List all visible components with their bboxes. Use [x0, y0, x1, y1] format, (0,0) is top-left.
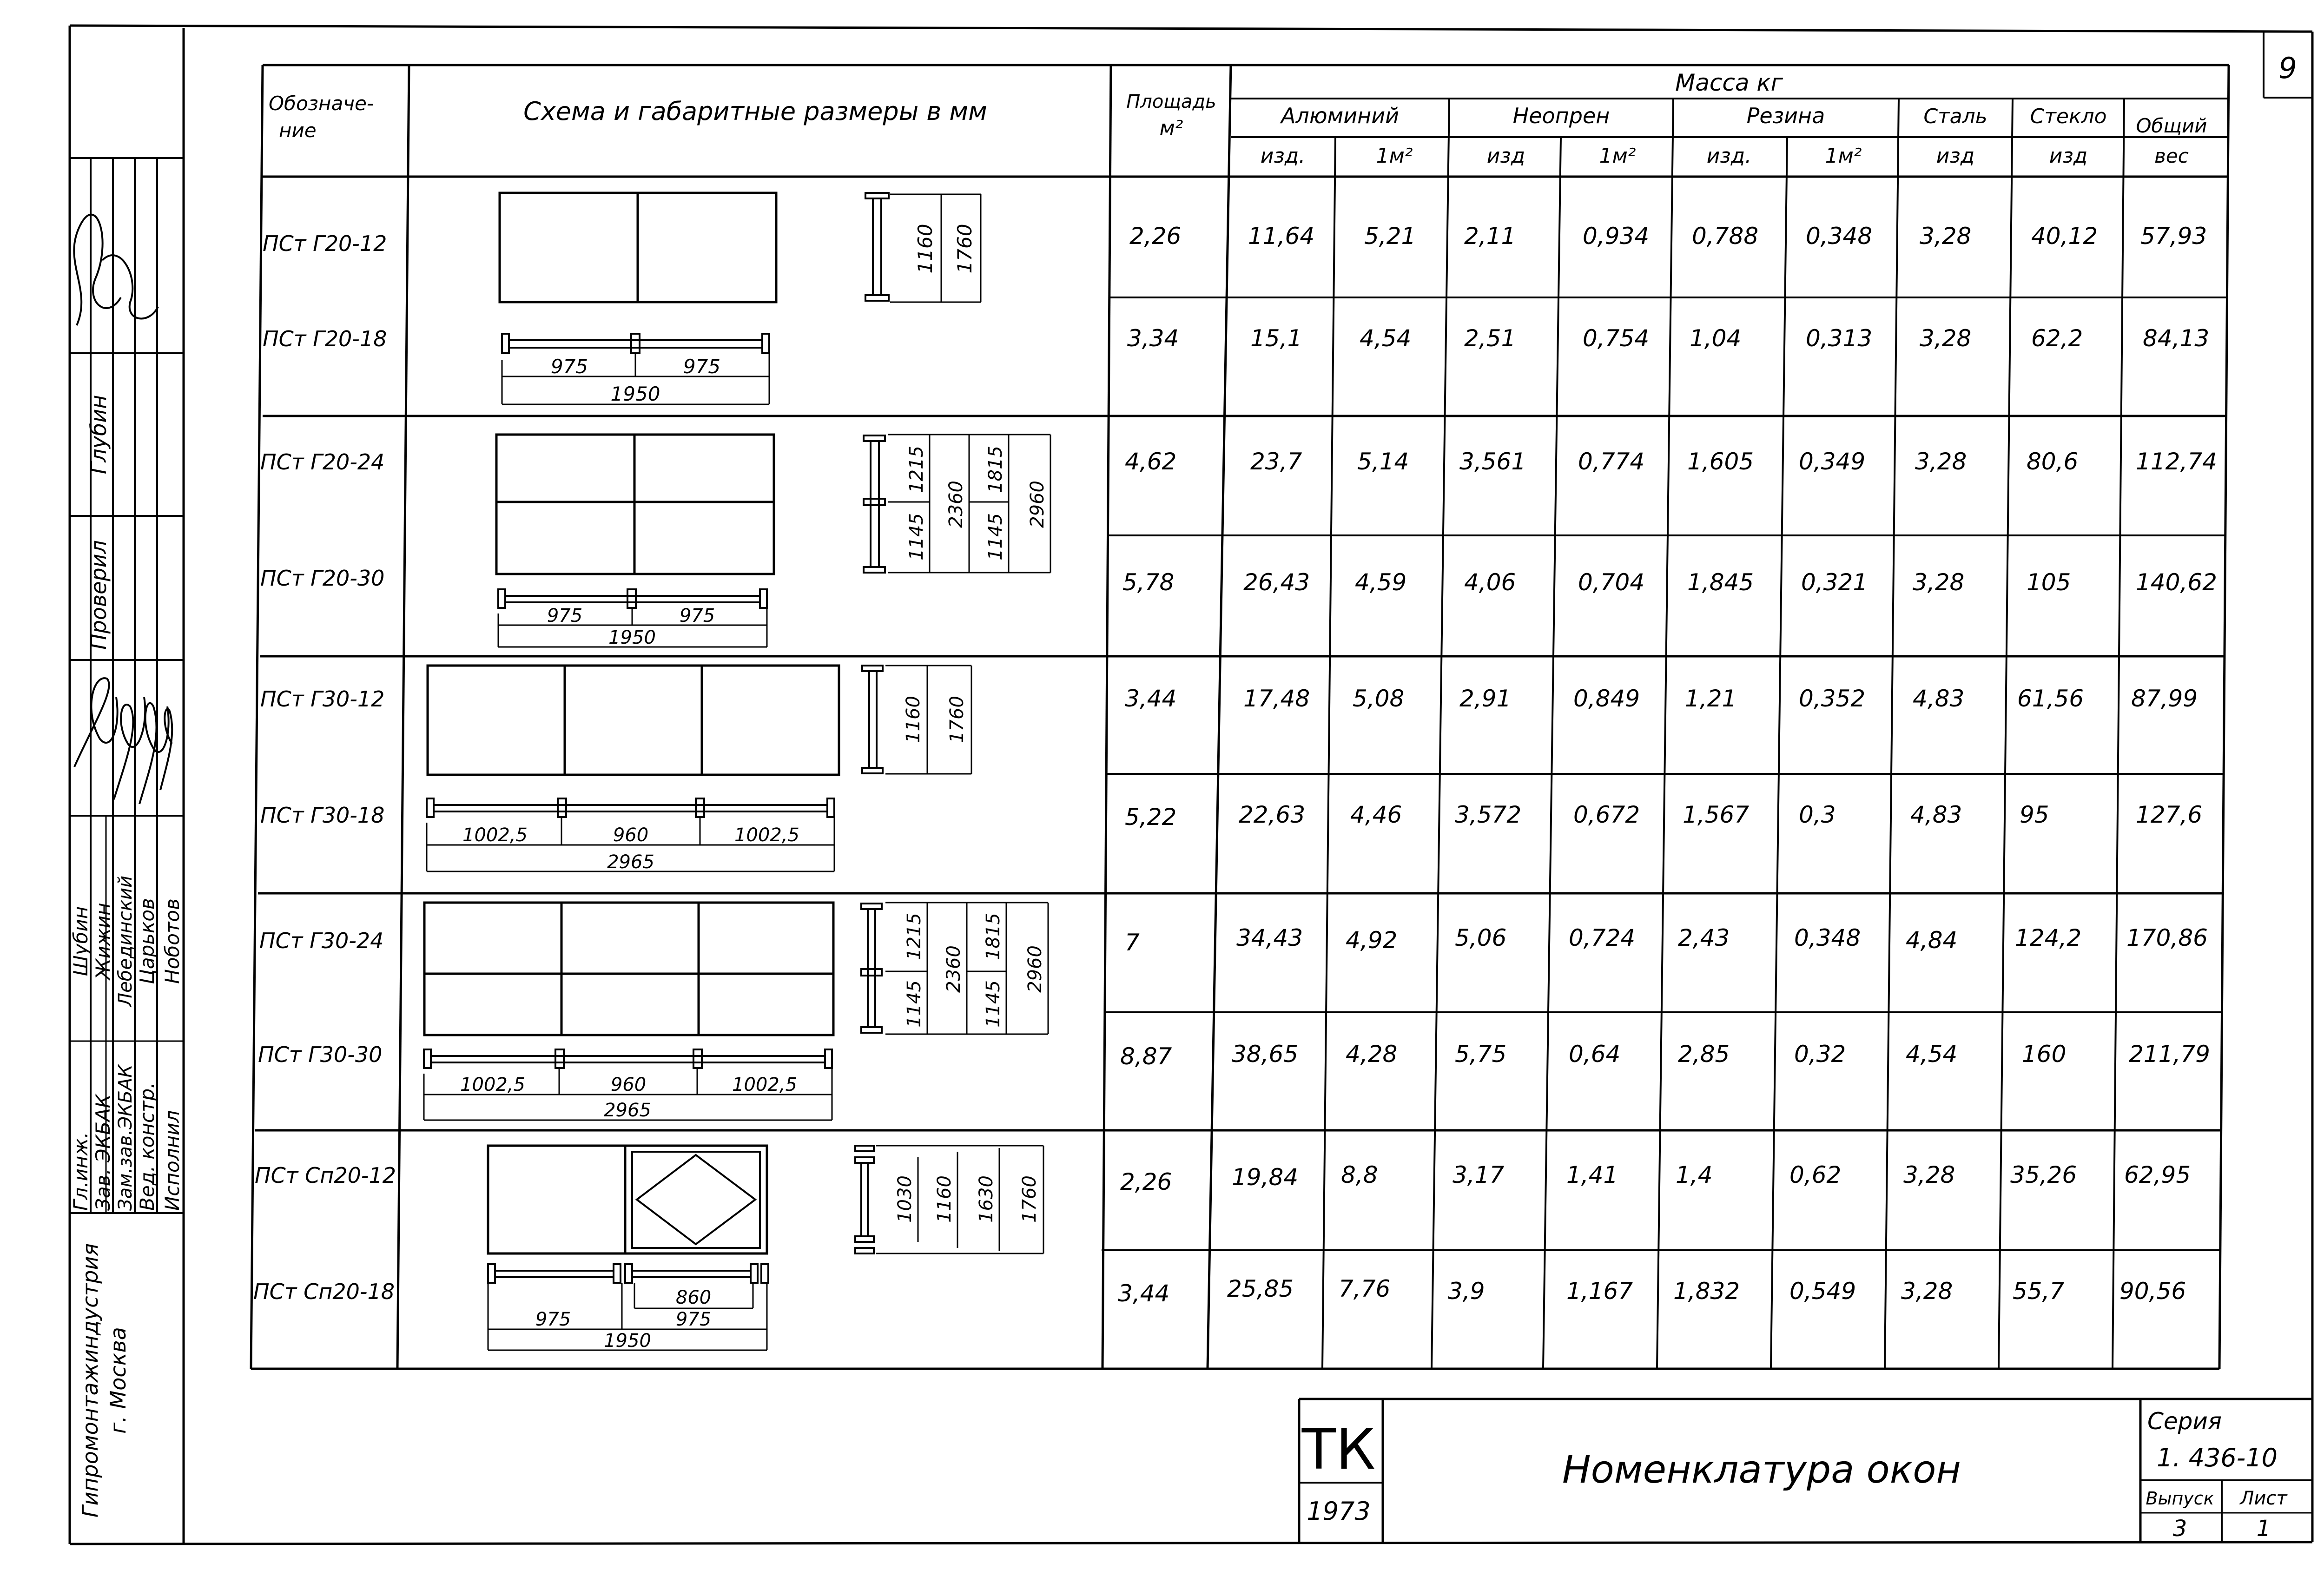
- cell-alu-izd: 19,84: [1232, 1164, 1299, 1191]
- cell-alu-m2: 5,14: [1357, 448, 1409, 475]
- dim-h1: 1160: [914, 224, 937, 274]
- cell-glass: 55,7: [2013, 1278, 2065, 1305]
- stamp-role-2: Зав. ЭКБАК: [92, 1094, 114, 1211]
- dim-wt: 1950: [604, 1330, 651, 1352]
- row-designation: ПСт Г30-18: [260, 803, 385, 828]
- dim-a: 1215: [906, 446, 927, 493]
- row-designation: ПСт Г20-12: [263, 231, 387, 256]
- stamp-text: [69, 395, 184, 1517]
- series-label: Серия: [2147, 1408, 2222, 1435]
- cell-rub-m2: 0,313: [1806, 325, 1873, 352]
- row-designation: ПСт Г20-18: [263, 326, 387, 351]
- row-designation: ПСт Г30-24: [259, 928, 384, 953]
- tk-year: 1973: [1307, 1497, 1371, 1526]
- dim-d: 1815: [985, 446, 1006, 493]
- table-row: [255, 1161, 2191, 1195]
- cell-glass: 80,6: [2027, 448, 2079, 475]
- cell-neo-izd: 3,572: [1455, 801, 1522, 828]
- cell-rub-m2: 0,62: [1789, 1161, 1842, 1188]
- dim-f: 2960: [1024, 945, 1046, 993]
- cell-neo-m2: 0,774: [1578, 448, 1645, 475]
- header-sub-neo-izd: изд: [1486, 144, 1525, 168]
- cell-rub-izd: 1,567: [1683, 801, 1750, 828]
- dim-f: 2960: [1027, 481, 1048, 528]
- cell-neo-izd: 5,75: [1455, 1041, 1507, 1068]
- row-designation: ПСт Г30-30: [258, 1042, 383, 1067]
- cell-neo-m2: 0,64: [1569, 1041, 1621, 1068]
- cell-area: 3,34: [1127, 325, 1179, 352]
- cell-glass: 61,56: [2017, 685, 2084, 712]
- cell-total: 211,79: [2129, 1041, 2210, 1068]
- dim-h2: 1760: [953, 224, 976, 274]
- cell-alu-m2: 4,28: [1346, 1041, 1398, 1068]
- stamp-name-3: Лебединский: [115, 876, 136, 1007]
- dim-b: 1145: [904, 980, 925, 1028]
- cell-alu-m2: 5,08: [1353, 685, 1405, 712]
- window-scheme-sp20-12-18: [488, 1146, 1043, 1350]
- header-sub-rub-izd: изд.: [1706, 144, 1752, 168]
- issue-label: Выпуск: [2146, 1488, 2214, 1509]
- cell-rub-m2: 0,349: [1799, 448, 1866, 475]
- cell-total: 90,56: [2119, 1278, 2186, 1305]
- dim-c: 2360: [943, 945, 964, 993]
- dim-b: 1145: [906, 513, 927, 561]
- stamp-name-1: Шубин: [69, 906, 92, 976]
- cell-steel: 3,28: [1901, 1278, 1953, 1305]
- cell-area: 7: [1125, 929, 1140, 956]
- header-group-rubber: Резина: [1746, 103, 1825, 128]
- dim-a: 1215: [904, 913, 925, 960]
- row-designation: ПСт Г20-30: [260, 566, 385, 591]
- dim-w3: 975: [675, 1309, 712, 1330]
- cell-rub-izd: 2,43: [1678, 924, 1730, 951]
- dim-e: 1145: [985, 513, 1006, 561]
- cell-area: 2,26: [1129, 223, 1182, 250]
- cell-total: 62,95: [2124, 1161, 2191, 1188]
- dim-w1: 1002,5: [460, 1074, 525, 1095]
- dim-w2: 960: [613, 825, 649, 846]
- header-group-neoprene: Неопрен: [1512, 103, 1610, 128]
- table-row: [260, 566, 2217, 596]
- cell-glass: 35,26: [2010, 1161, 2077, 1188]
- dim-h2: 1160: [934, 1175, 955, 1223]
- cell-steel: 3,28: [1903, 1161, 1955, 1188]
- cell-rub-m2: 0,32: [1794, 1041, 1846, 1068]
- header-sub-glass-izd: изд: [2049, 144, 2088, 168]
- cell-rub-izd: 1,605: [1687, 448, 1754, 475]
- cell-area: 5,78: [1122, 569, 1175, 596]
- row-designation: ПСт Г20-24: [260, 449, 385, 475]
- table-row: [253, 1275, 2186, 1307]
- dim-w1: 975: [547, 605, 583, 627]
- header-sub-alu-izd: изд.: [1260, 144, 1306, 168]
- header-designation-1: Обозначе-: [269, 92, 374, 115]
- stamp-name-4: Царьков: [136, 898, 158, 984]
- cell-rub-m2: 0,348: [1806, 223, 1873, 250]
- cell-glass: 95: [2020, 801, 2049, 828]
- org-city: г. Москва: [106, 1327, 131, 1434]
- cell-neo-izd: 2,91: [1459, 685, 1512, 712]
- cell-alu-izd: 15,1: [1250, 325, 1302, 352]
- dim-wt: 2965: [604, 1100, 651, 1121]
- header-area-1: Площадь: [1126, 91, 1216, 112]
- scheme-2-dims: [547, 446, 1048, 648]
- dim-d: 1815: [983, 913, 1004, 960]
- cell-alu-m2: 8,8: [1341, 1161, 1378, 1188]
- sheet-label: Лист: [2240, 1488, 2287, 1509]
- cell-rub-m2: 0,321: [1801, 569, 1868, 596]
- dim-w2: 975: [679, 605, 715, 627]
- cell-steel: 4,83: [1913, 685, 1965, 712]
- signature-mark: [74, 678, 118, 767]
- cell-rub-izd: 1,04: [1690, 325, 1742, 352]
- stamp-depth: Глубин: [86, 395, 111, 475]
- row-designation: ПСт Г30-12: [260, 686, 385, 712]
- cell-alu-m2: 4,59: [1355, 569, 1407, 596]
- sheet-frame: [70, 26, 2312, 1544]
- cell-neo-izd: 3,9: [1448, 1278, 1485, 1305]
- cell-glass: 62,2: [2031, 325, 2083, 352]
- series-value: 1. 436-10: [2157, 1443, 2278, 1472]
- stamp-role-1: Гл.инж.: [69, 1132, 92, 1211]
- cell-steel: 3,28: [1915, 448, 1967, 475]
- cell-glass: 160: [2022, 1041, 2067, 1068]
- cell-area: 2,26: [1120, 1168, 1172, 1195]
- header-sub-rub-m2: 1м²: [1825, 144, 1862, 168]
- cell-total: 170,86: [2126, 924, 2208, 951]
- dim-w1: 1002,5: [462, 825, 528, 846]
- cell-alu-izd: 22,63: [1239, 801, 1306, 828]
- cell-rub-m2: 0,348: [1794, 924, 1861, 951]
- cell-neo-izd: 2,11: [1464, 223, 1516, 250]
- cell-area: 3,44: [1125, 685, 1177, 712]
- dim-h2: 1760: [946, 696, 968, 743]
- cell-alu-izd: 26,43: [1243, 569, 1310, 596]
- cell-alu-izd: 11,64: [1248, 223, 1315, 250]
- cell-neo-m2: 0,934: [1583, 223, 1650, 250]
- table-row: [260, 448, 2217, 475]
- dim-wt: 1950: [608, 627, 656, 648]
- cell-rub-m2: 0,549: [1789, 1278, 1856, 1305]
- header-total-2: вес: [2154, 145, 2189, 167]
- scheme-5-dims: [535, 1175, 1040, 1352]
- org-name: Гипромонтажиндустрия: [78, 1243, 103, 1518]
- cell-total: 84,13: [2143, 325, 2210, 352]
- header-group-glass: Стекло: [2030, 105, 2107, 128]
- cell-alu-izd: 25,85: [1227, 1275, 1294, 1302]
- cell-neo-m2: 1,41: [1566, 1161, 1618, 1188]
- cell-alu-izd: 17,48: [1243, 685, 1310, 712]
- cell-steel: 4,54: [1906, 1041, 1958, 1068]
- header-total-1: Общий: [2136, 114, 2207, 137]
- cell-glass: 40,12: [2031, 223, 2098, 250]
- header-area-2: м²: [1159, 116, 1183, 140]
- cell-alu-m2: 5,21: [1364, 223, 1416, 250]
- cell-total: 87,99: [2131, 685, 2198, 712]
- stamp-checked: Проверил: [86, 540, 111, 650]
- cell-neo-m2: 0,672: [1573, 801, 1640, 828]
- tk-mark: ТК: [1301, 1418, 1376, 1482]
- cell-rub-m2: 0,352: [1799, 685, 1866, 712]
- cell-alu-m2: 4,92: [1346, 927, 1398, 954]
- page-number: 9: [2278, 51, 2297, 85]
- row-designation: ПСт Сп20-18: [253, 1279, 395, 1304]
- dim-h1: 1030: [894, 1175, 916, 1223]
- drawing-title: Номенклатура окон: [1562, 1448, 1961, 1492]
- header-designation-2: ние: [279, 119, 317, 142]
- dim-wt: 1950: [610, 383, 660, 405]
- cell-steel: 3,28: [1920, 223, 1972, 250]
- table-body: [253, 223, 2217, 1307]
- cell-steel: 3,28: [1920, 325, 1972, 352]
- cell-alu-izd: 34,43: [1236, 924, 1303, 951]
- dim-c: 2360: [945, 481, 967, 528]
- cell-neo-m2: 0,704: [1578, 569, 1645, 596]
- cell-alu-m2: 7,76: [1339, 1275, 1391, 1302]
- signature-mark: [102, 255, 158, 318]
- dim-w2: 960: [610, 1074, 647, 1095]
- cell-rub-izd: 1,4: [1676, 1161, 1713, 1188]
- dim-w1: 975: [535, 1309, 571, 1330]
- page-number-box: [2264, 32, 2312, 98]
- cell-alu-izd: 23,7: [1250, 448, 1302, 475]
- header-sub-neo-m2: 1м²: [1599, 144, 1636, 168]
- cell-glass: 124,2: [2015, 924, 2082, 951]
- cell-alu-m2: 4,54: [1360, 325, 1412, 352]
- row-designation: ПСт Сп20-12: [255, 1163, 396, 1188]
- cell-neo-izd: 4,06: [1464, 569, 1516, 596]
- table-row: [259, 924, 2208, 956]
- cell-rub-izd: 2,85: [1678, 1041, 1730, 1068]
- cell-neo-izd: 5,06: [1455, 924, 1507, 951]
- dim-h4: 1760: [1019, 1175, 1040, 1223]
- cell-neo-izd: 2,51: [1464, 325, 1516, 352]
- stamp-role-3: Зам.зав.ЭКБАК: [115, 1064, 136, 1211]
- stamp-name-2: Жижин: [92, 903, 114, 980]
- header-scheme: Схема и габаритные размеры в мм: [523, 97, 987, 126]
- dim-w2: 860: [675, 1287, 712, 1308]
- cell-rub-m2: 0,3: [1799, 801, 1836, 828]
- table-row: [260, 685, 2198, 712]
- dim-e: 1145: [983, 980, 1004, 1028]
- approval-stamp: [70, 158, 184, 1213]
- cell-glass: 105: [2027, 569, 2071, 596]
- dim-w3: 1002,5: [734, 825, 799, 846]
- dim-w3: 1002,5: [732, 1074, 797, 1095]
- cell-neo-izd: 3,17: [1452, 1161, 1505, 1188]
- cell-neo-m2: 0,754: [1583, 325, 1650, 352]
- cell-total: 112,74: [2136, 448, 2217, 475]
- cell-total: 140,62: [2136, 569, 2217, 596]
- signature-mark: [114, 697, 145, 799]
- dim-h3: 1630: [976, 1175, 997, 1223]
- cell-neo-m2: 0,724: [1569, 924, 1636, 951]
- scheme-4-dims: [460, 913, 1046, 1121]
- cell-area: 4,62: [1125, 448, 1177, 475]
- scheme-1-dims: [551, 224, 976, 405]
- table-header: [269, 69, 2207, 168]
- issue-value: 3: [2172, 1516, 2187, 1542]
- cell-steel: 3,28: [1913, 569, 1965, 596]
- scheme-3-dims: [462, 696, 968, 873]
- cell-area: 5,22: [1125, 804, 1177, 831]
- cell-rub-izd: 0,788: [1692, 223, 1759, 250]
- header-mass: Масса кг: [1675, 69, 1783, 96]
- stamp-role-5: Исполнил: [161, 1110, 184, 1211]
- cell-neo-m2: 1,167: [1566, 1278, 1633, 1305]
- header-group-aluminium: Алюминий: [1281, 103, 1400, 128]
- sheet-value: 1: [2256, 1516, 2271, 1542]
- cell-area: 3,44: [1118, 1280, 1170, 1307]
- cell-rub-izd: 1,845: [1687, 569, 1754, 596]
- dim-w2: 975: [683, 355, 721, 378]
- cell-neo-m2: 0,849: [1573, 685, 1640, 712]
- header-sub-alu-m2: 1м²: [1376, 144, 1413, 168]
- stamp-name-5: Ноботов: [161, 898, 184, 984]
- stamp-role-4: Вед. констр.: [136, 1082, 158, 1211]
- cell-neo-izd: 3,561: [1459, 448, 1526, 475]
- cell-rub-izd: 1,832: [1673, 1278, 1740, 1305]
- dim-w1: 975: [550, 355, 588, 378]
- cell-total: 127,6: [2136, 801, 2203, 828]
- cell-area: 8,87: [1120, 1043, 1172, 1070]
- dim-wt: 2965: [607, 851, 654, 873]
- header-sub-steel-izd: изд: [1936, 144, 1975, 168]
- cell-alu-izd: 38,65: [1232, 1041, 1299, 1068]
- cell-alu-m2: 4,46: [1350, 801, 1402, 828]
- table-row: [263, 223, 2207, 256]
- cell-steel: 4,83: [1910, 801, 1962, 828]
- header-group-steel: Сталь: [1923, 105, 1987, 128]
- dim-h1: 1160: [903, 696, 924, 743]
- cell-rub-izd: 1,21: [1685, 685, 1737, 712]
- cell-steel: 4,84: [1906, 927, 1958, 954]
- cell-total: 57,93: [2140, 223, 2207, 250]
